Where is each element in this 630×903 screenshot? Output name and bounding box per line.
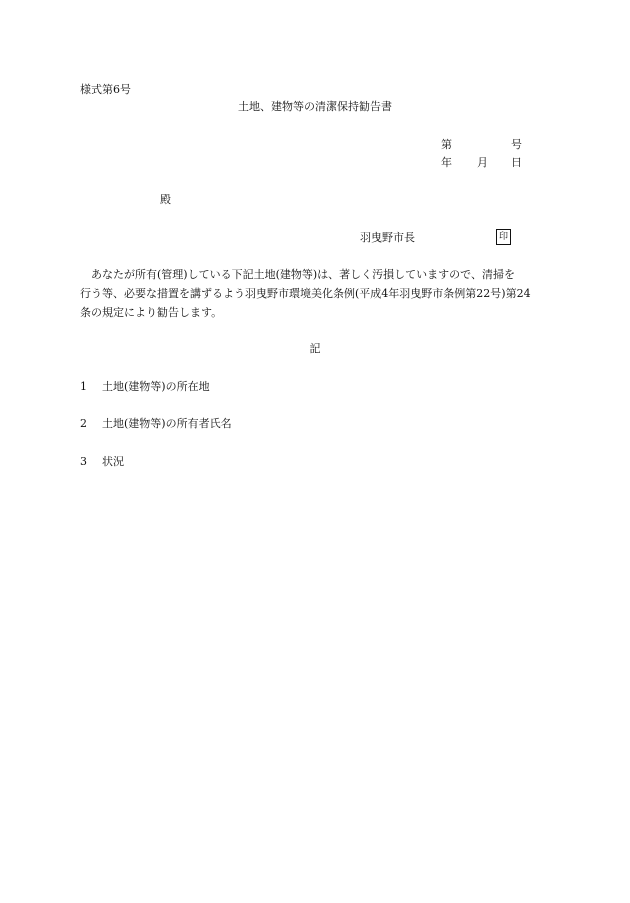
document-number-suffix: 号 [511, 138, 522, 151]
item-label: 土地(建物等)の所在地 [102, 380, 210, 393]
body-line: 行う等、必要な措置を講ずるよう羽曳野市環境美化条例(平成4年羽曳野市条例第22号)第24 [80, 287, 531, 300]
record-heading: 記 [309, 342, 321, 355]
document-number-prefix: 第 [441, 138, 452, 151]
item-number: 2 [80, 417, 87, 430]
item-label: 状況 [102, 455, 124, 468]
list-item [80, 456, 124, 467]
addressee-honorific: 殿 [160, 193, 171, 206]
list-item [80, 381, 210, 392]
list-item [80, 418, 232, 429]
form-number: 様式第6号 [80, 83, 131, 96]
date-month: 月 [477, 156, 488, 169]
seal-mark: 印 [496, 229, 511, 245]
item-label: 土地(建物等)の所有者氏名 [102, 417, 232, 430]
document-title: 土地、建物等の清潔保持勧告書 [238, 100, 392, 113]
issuer-name: 羽曳野市長 [360, 231, 415, 244]
item-number: 1 [80, 380, 87, 393]
body-line: 条の規定により勧告します。 [80, 306, 223, 319]
date-day: 日 [511, 156, 522, 169]
body-line: あなたが所有(管理)している下記土地(建物等)は、著しく汚損していますので、清掃を [91, 268, 515, 281]
item-number: 3 [80, 455, 87, 468]
date-year: 年 [441, 156, 452, 169]
body-paragraph [80, 265, 550, 322]
